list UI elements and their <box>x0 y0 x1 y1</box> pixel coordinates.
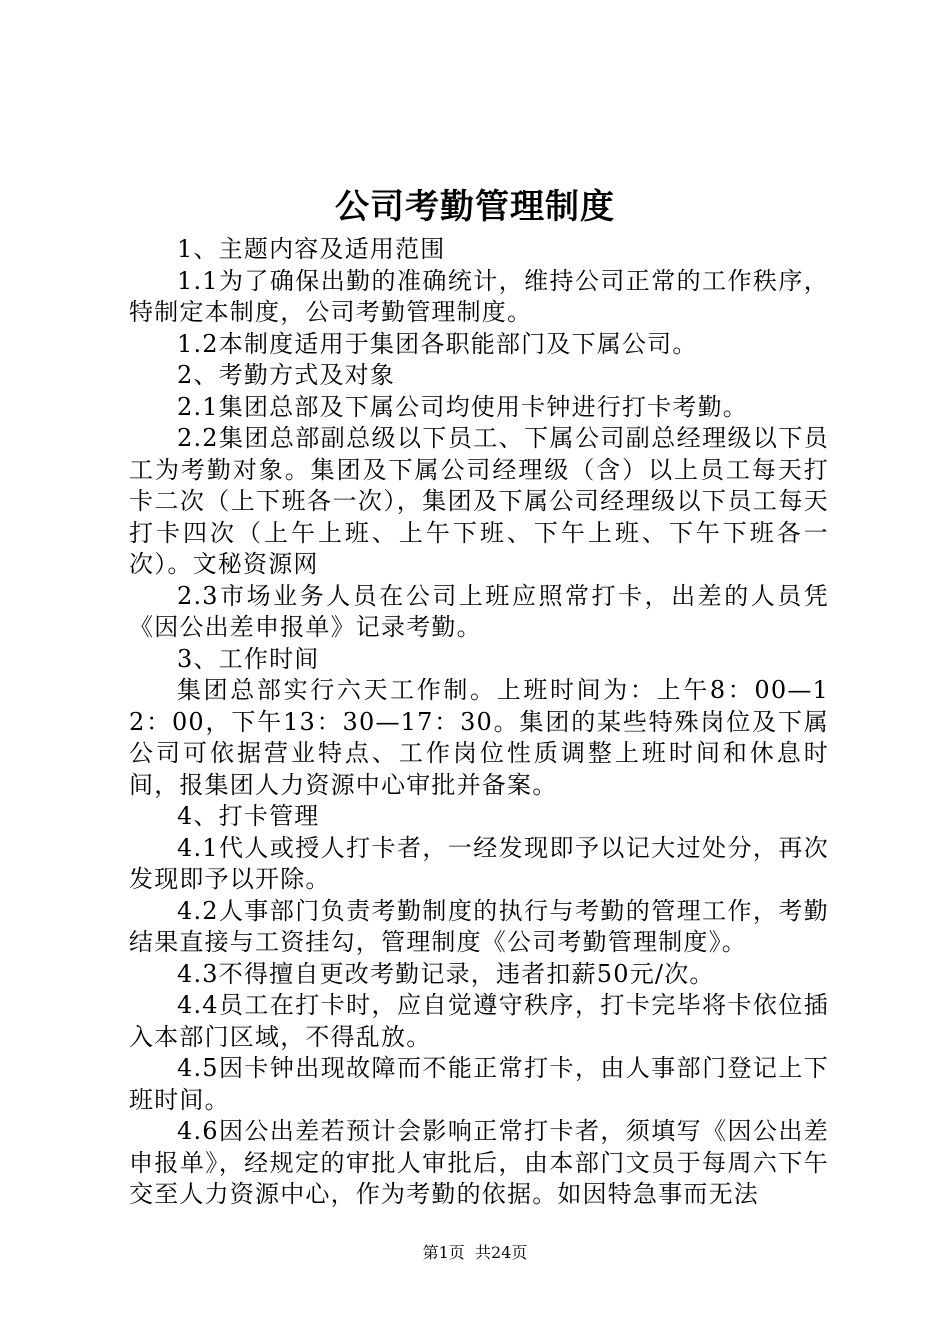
paragraph-1-2: 1.2本制度适用于集团各职能部门及下属公司。 <box>177 329 698 358</box>
paragraph-4-4: 4.4员工在打卡时，应自觉遵守秩序，打卡完毕将卡依位插入本部门区域，不得乱放。 <box>129 991 829 1051</box>
paragraph-3-body: 集团总部实行六天工作制。上班时间为：上午8：00—12：00，下午13：30—17：30。集团的某些特殊岗位及下属公司可依据营业特点、工作岗位性质调整上班时间和休息时间，报集团人力资源中心审批并备案。 <box>129 676 829 799</box>
section-heading-4: 4、打卡管理 <box>177 802 320 830</box>
document-title: 公司考勤管理制度 <box>335 187 615 227</box>
page-footer <box>0 1242 950 1264</box>
paragraph-4-3: 4.3不得擅自更改考勤记录，违者扣薪50元/次。 <box>177 959 715 988</box>
paragraph-4-6: 4.6因公出差若预计会影响正常打卡者，须填写《因公出差申报单》，经规定的审批人审批后，由本部门文员于每周六下午交至人力资源中心，作为考勤的依据。如因特急事而无法 <box>129 1117 829 1208</box>
paragraph-2-1: 2.1集团总部及下属公司均使用卡钟进行打卡考勤。 <box>177 392 748 421</box>
section-heading-3: 3、工作时间 <box>177 644 320 673</box>
paragraph-2-2: 2.2集团总部副总级以下员工、下属公司副总经理级以下员工为考勤对象。集团及下属公司经理级（含）以上员工每天打卡二次（上下班各一次），集团及下属公司经理级以下员工每天打卡四次（上午上班、上午下班、下午上班、下午下班各一次）。文秘资源网 <box>129 424 829 578</box>
paragraph-1-1: 1.1为了确保出勤的准确统计，维持公司正常的工作秩序，特制定本制度，公司考勤管理制度。 <box>129 266 829 326</box>
document-body <box>129 234 829 1211</box>
section-heading-1: 1、主题内容及适用范围 <box>177 235 446 263</box>
paragraph-4-5: 4.5因卡钟出现故障而不能正常打卡，由人事部门登记上下班时间。 <box>129 1054 829 1114</box>
paragraph-4-1: 4.1代人或授人打卡者，一经发现即予以记大过处分，再次发现即予以开除。 <box>129 833 829 893</box>
paragraph-2-3: 2.3市场业务人员在公司上班应照常打卡，出差的人员凭《因公出差申报单》记录考勤。 <box>129 581 829 641</box>
section-heading-2: 2、考勤方式及对象 <box>177 361 396 389</box>
page-number: 第1页 <box>422 1243 465 1262</box>
paragraph-4-2: 4.2人事部门负责考勤制度的执行与考勤的管理工作，考勤结果直接与工资挂勾，管理制度《公司考勤管理制度》。 <box>129 896 829 956</box>
page-total: 共24页 <box>474 1243 528 1262</box>
